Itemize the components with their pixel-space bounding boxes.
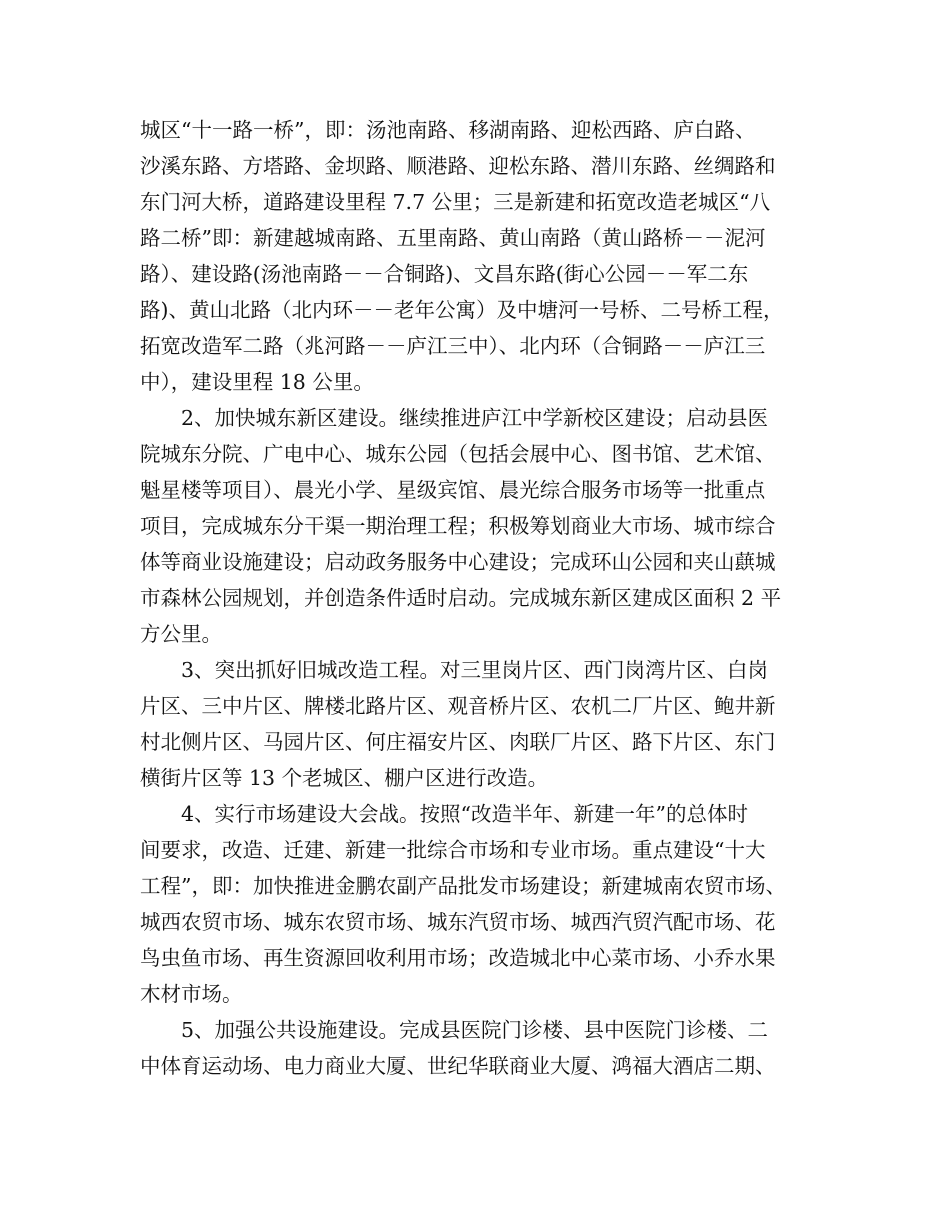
text-line: 2、加快城东新区建设。继续推进庐江中学新校区建设；启动县医 [181, 406, 769, 430]
text-line: 4、实行市场建设大会战。按照“改造半年、新建一年”的总体时 [181, 802, 749, 826]
text-line: 项目，完成城东分干渠一期治理工程；积极筹划商业大市场、城市综合 [140, 514, 776, 538]
paragraph-3 [140, 652, 830, 796]
document-body [140, 112, 830, 1084]
text-line: 城区“十一路一桥”，即：汤池南路、移湖南路、迎松西路、庐白路、 [140, 118, 756, 142]
text-line: 东门河大桥，道路建设里程 7.7 公里；三是新建和拓宽改造老城区“八 [140, 190, 771, 214]
text-line: 横街片区等 13 个老城区、棚户区进行改造。 [140, 766, 549, 790]
text-line: 路)、黄山北路（北内环－－老年公寓）及中塘河一号桥、二号桥工程， [140, 298, 784, 322]
text-line: 体等商业设施建设；启动政务服务中心建设；完成环山公园和夹山蕻城 [140, 550, 776, 574]
text-line: 城西农贸市场、城东农贸市场、城东汽贸市场、城西汽贸汽配市场、花 [140, 910, 776, 934]
text-line: 鸟虫鱼市场、再生资源回收利用市场；改造城北中心菜市场、小乔水果 [140, 946, 776, 970]
text-line: 路二桥”即：新建越城南路、五里南路、黄山南路（黄山路桥－－泥河 [140, 226, 766, 250]
paragraph-2 [140, 400, 830, 652]
text-line: 方公里。 [140, 622, 222, 646]
text-line: 间要求，改造、迁建、新建一批综合市场和专业市场。重点建设“十大 [140, 838, 766, 862]
text-line: 工程”，即：加快推进金鹏农副产品批发市场建设；新建城南农贸市场、 [140, 874, 786, 898]
text-line: 中），建设里程 18 公里。 [140, 370, 374, 394]
text-line: 沙溪东路、方塔路、金坝路、顺港路、迎松东路、潜川东路、丝绸路和 [140, 154, 776, 178]
paragraph-4 [140, 796, 830, 1012]
text-line: 片区、三中片区、牌楼北路片区、观音桥片区、农机二厂片区、鲍井新 [140, 694, 776, 718]
paragraph-1 [140, 112, 830, 400]
paragraph-5 [140, 1012, 830, 1084]
text-line: 中体育运动场、电力商业大厦、世纪华联商业大厦、鸿福大酒店二期、 [140, 1054, 776, 1078]
text-line: 市森林公园规划，并创造条件适时启动。完成城东新区建成区面积 2 平 [140, 586, 782, 610]
text-line: 村北侧片区、马园片区、何庄福安片区、肉联厂片区、路下片区、东门 [140, 730, 776, 754]
text-line: 路）、建设路(汤池南路－－合铜路)、文昌东路(街心公园－－军二东 [140, 262, 749, 286]
text-line: 拓宽改造军二路（兆河路－－庐江三中）、北内环（合铜路－－庐江三 [140, 334, 766, 358]
text-line: 5、加强公共设施建设。完成县医院门诊楼、县中医院门诊楼、二 [181, 1018, 769, 1042]
text-line: 3、突出抓好旧城改造工程。对三里岗片区、西门岗湾片区、白岗 [181, 658, 769, 682]
text-line: 魁星楼等项目）、晨光小学、星级宾馆、晨光综合服务市场等一批重点 [140, 478, 766, 502]
text-line: 院城东分院、广电中心、城东公园（包括会展中心、图书馆、艺术馆、 [140, 442, 776, 466]
text-line: 木材市场。 [140, 982, 243, 1006]
